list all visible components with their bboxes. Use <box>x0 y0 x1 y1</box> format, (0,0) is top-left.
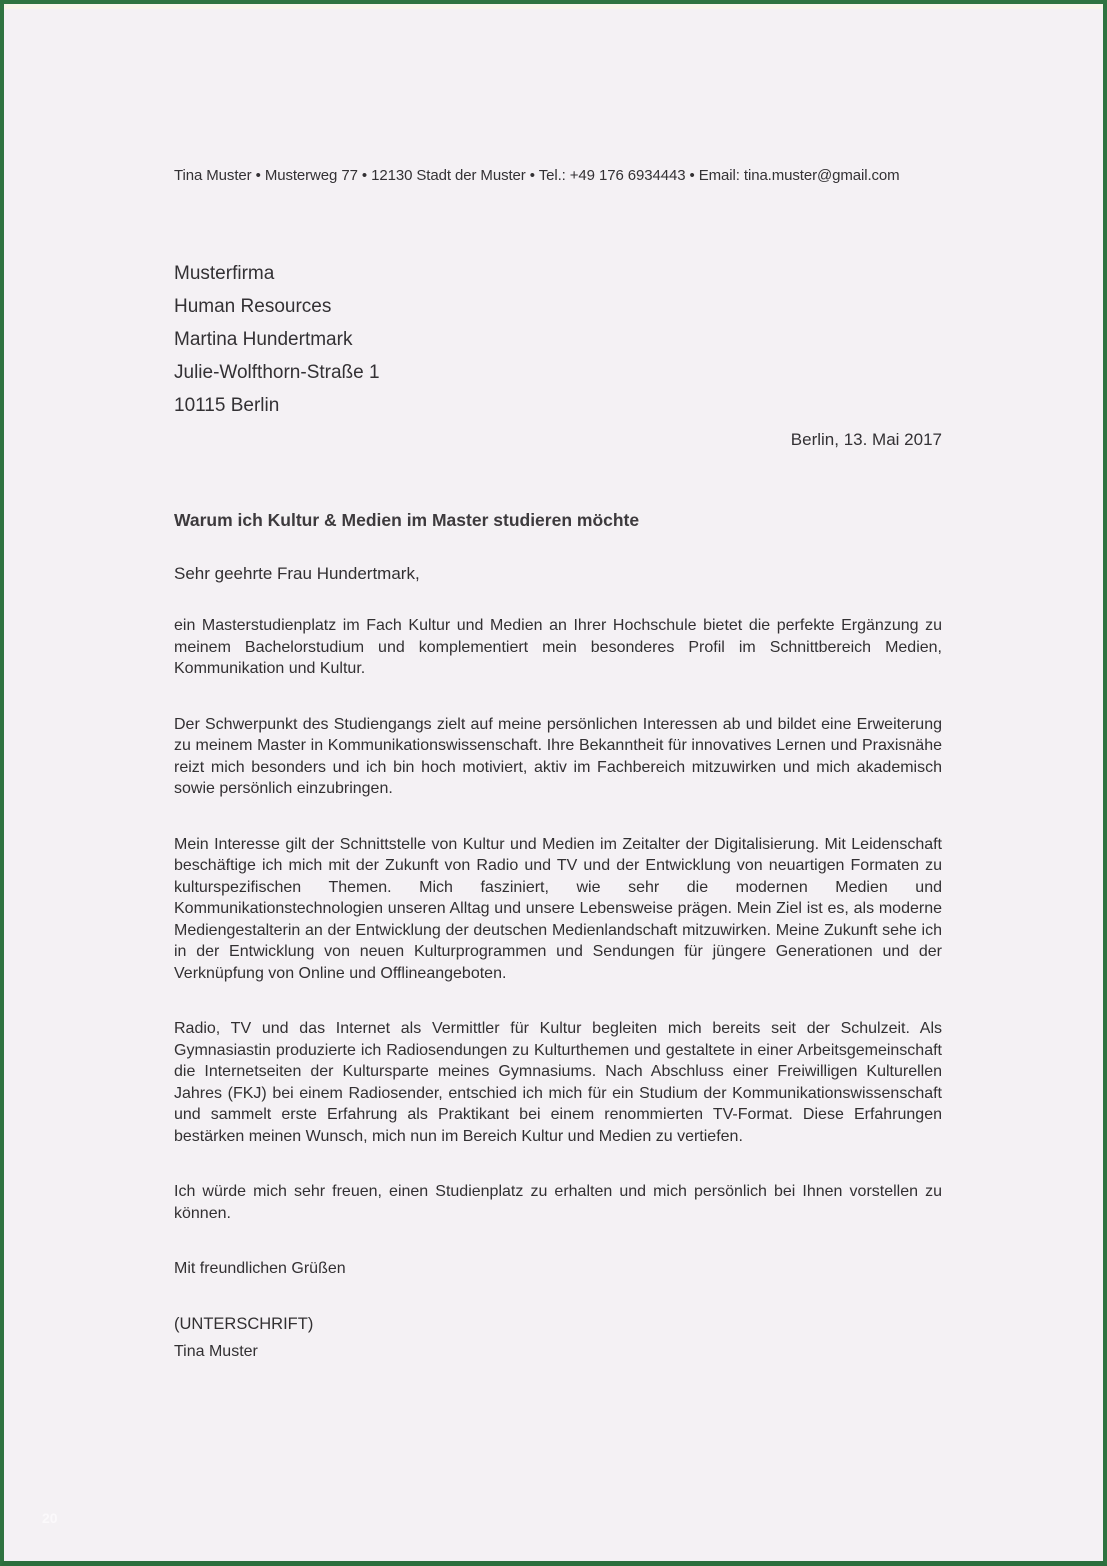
recipient-line-department: Human Resources <box>174 296 332 317</box>
paragraph-intro: ein Masterstudienplatz im Fach Kultur und Medien an Ihrer Hochschule bietet die perfekte Ergänzung zu meinem Bachelorstudium und komplementiert mein besonderes Profil im Schnittbereich Medien, Kommunikation und Kultur. <box>174 617 942 677</box>
signature-placeholder: (UNTERSCHRIFT) <box>174 1314 314 1333</box>
recipient-line-city: 10115 Berlin <box>174 395 280 416</box>
page-top-strip <box>4 4 1103 9</box>
recipient-line-street: Julie-Wolfthorn-Straße 1 <box>174 362 380 383</box>
page-number-watermark: 20 <box>42 1510 58 1526</box>
paragraph-interest: Mein Interesse gilt der Schnittstelle von Kultur und Medien im Zeitalter der Digitalisierung. Mit Leidenschaft beschäftige ich mich mit der Zukunft von Radio und TV und der Entwicklung von neuartigen Formaten zu kulturspezifischen Themen. Mich fasziniert, wie sehr die modernen Medien und Kommunikationstechnologien unseren Alltag und unsere Lebensweise prägen. Mein Ziel ist es, als moderne Mediengestalterin an der Entwicklung der deutschen Medienlandschaft mitzuwirken. Meine Zukunft sehe ich in der Entwicklung von neuen Kulturprogrammen und Sendungen für jüngere Generationen und der Verknüpfung von Online und Offlineangeboten. <box>174 835 942 982</box>
salutation: Sehr geehrte Frau Hundertmark, <box>174 564 420 583</box>
recipient-line-company: Musterfirma <box>174 263 275 284</box>
subject-line: Warum ich Kultur & Medien im Master studieren möchte <box>174 510 640 530</box>
paragraph-experience: Radio, TV und das Internet als Vermittler für Kultur begleiten mich bereits seit der Schulzeit. Als Gymnasiastin produzierte ich Radiosendungen zu Kulturthemen und gestaltete in einer Arbeitsgemeinschaft die Internetseiten der Kultursparte meines Gymnasiums. Nach Abschluss einer Freiwilligen Kulturellen Jahres (FKJ) bei einem Radiosender, entschied ich mich für ein Studium der Kommunikationswissenschaft und sammelt erste Erfahrung als Praktikant bei einem renommierten TV-Format. Diese Erfahrungen bestärken meinen Wunsch, mich nun im Bereich Kultur und Medien zu vertiefen. <box>174 1020 942 1145</box>
date-line: Berlin, 13. Mai 2017 <box>790 430 942 449</box>
sender-contact-line: Tina Muster • Musterweg 77 • 12130 Stadt der Muster • Tel.: +49 176 6934443 • Email: tina.muster@gmail.com <box>174 167 900 184</box>
paragraph-motivation: Der Schwerpunkt des Studiengangs zielt auf meine persönlichen Interessen ab und bildet eine Erweiterung zu meinem Master in Kommunikationswissenschaft. Ihre Bekanntheit für innovatives Lernen und Praxisnähe reizt mich besonders und ich bin hoch motiviert, aktiv im Fachbereich mitzuwirken und mich akademisch sowie persönlich einzubringen. <box>174 715 942 797</box>
recipient-address-block <box>174 257 674 422</box>
signature-name: Tina Muster <box>174 1343 258 1360</box>
paragraph-outro: Ich würde mich sehr freuen, einen Studienplatz zu erhalten und mich persönlich bei Ihnen vorstellen zu können. <box>174 1183 942 1222</box>
closing-phrase: Mit freundlichen Grüßen <box>174 1260 346 1277</box>
recipient-line-contact-person: Martina Hundertmark <box>174 329 353 350</box>
letter-body <box>174 509 942 1363</box>
